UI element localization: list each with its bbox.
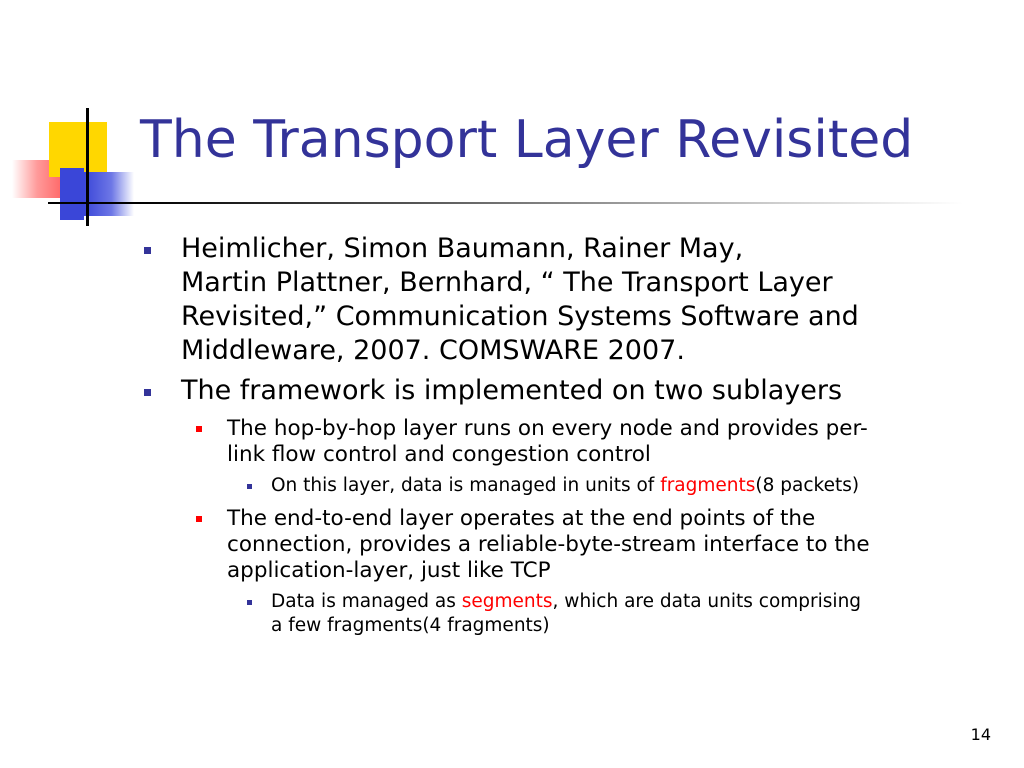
bullet-text: (8 packets)	[755, 475, 860, 496]
square-bullet-icon	[144, 247, 151, 254]
slide-title: The Transport Layer Revisited	[140, 110, 914, 170]
page-number: 14	[970, 725, 991, 744]
bullet-text: The framework is implemented on two sublayers	[181, 375, 843, 406]
bullet-item-segments	[140, 590, 1000, 638]
square-bullet-icon	[144, 389, 151, 396]
bullet-text-line: The hop-by-hop layer runs on every node and provides per-	[227, 416, 868, 441]
bullet-text-line	[271, 474, 1000, 498]
square-bullet-icon	[247, 484, 252, 489]
bullet-item-hop-by-hop	[140, 416, 1000, 468]
bullet-text-line	[271, 590, 1000, 614]
bullet-text: , which are data units comprising	[552, 591, 862, 612]
bullet-item-reference	[140, 232, 1000, 368]
bullet-text-line: Martin Plattner, Bernhard, “ The Transport Layer	[181, 267, 833, 298]
bullet-text-line: The end-to-end layer operates at the end points of the	[227, 506, 816, 531]
decor-blue-block	[60, 168, 84, 220]
bullet-text-line: Revisited,” Communication Systems Software and	[181, 301, 859, 332]
decor-blue-gradient	[84, 172, 134, 216]
bullet-item-end-to-end	[140, 506, 1000, 584]
bullet-text-line: application-layer, just like TCP	[227, 558, 551, 583]
square-bullet-icon	[247, 600, 252, 605]
highlight-term: segments	[461, 591, 553, 612]
bullet-text: On this layer, data is managed in units of	[271, 475, 661, 496]
bullet-text-line: connection, provides a reliable-byte-stream interface to the	[227, 532, 870, 557]
bullet-text-line: Heimlicher, Simon Baumann, Rainer May,	[181, 233, 744, 264]
bullet-list	[140, 226, 1000, 638]
bullet-text-line: link flow control and congestion control	[227, 442, 651, 467]
highlight-term: fragments	[660, 475, 756, 496]
bullet-text: Data is managed as	[271, 591, 462, 612]
decor-vertical-line	[86, 108, 89, 226]
bullet-item-fragments	[140, 474, 1000, 498]
title-underline	[48, 202, 963, 204]
bullet-text-line: Middleware, 2007. COMSWARE 2007.	[181, 335, 685, 366]
square-bullet-icon	[196, 516, 202, 522]
bullet-item-framework	[140, 374, 1000, 408]
bullet-text-line: a few fragments(4 fragments)	[271, 615, 550, 636]
square-bullet-icon	[196, 426, 202, 432]
